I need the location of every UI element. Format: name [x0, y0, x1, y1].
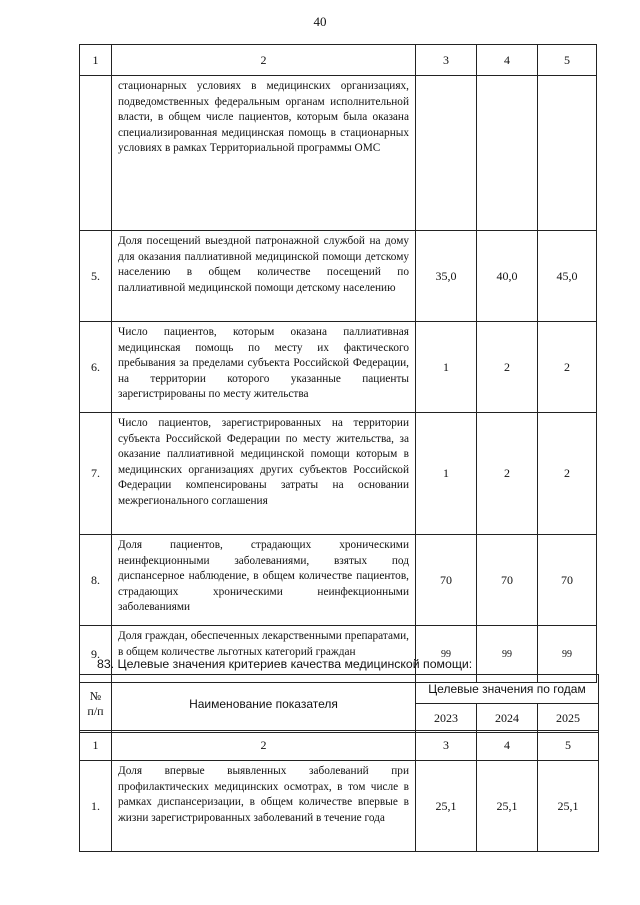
value-2025	[538, 76, 597, 231]
indicator-description: Доля граждан, обеспеченных лекарственными препаратами, в общем количестве льготных категорий граждан	[112, 626, 416, 683]
indicator-description: Доля посещений выездной патронажной службой на дому для оказания паллиативной медицинской помощи детскому населению в общем количестве посещений по паллиативной медицинской помощи детскому населению	[112, 231, 416, 322]
row-number: 5.	[80, 231, 112, 322]
value-2023: 1	[416, 322, 477, 413]
column-number-label: № п/п	[80, 675, 112, 733]
table-header-row	[80, 45, 597, 76]
row-number: 1.	[80, 761, 112, 852]
target-values-header: Целевые значения по годам	[416, 675, 599, 704]
value-2025: 25,1	[538, 761, 599, 852]
indicator-description: Число пациентов, зарегистрированных на территории субъекта Российской Федерации по месту жительства, за оказание паллиативной медицинской помощи которым в медицинских организациях других субъектов Российской Федерации компенсированы затраты на основании межрегионального соглашения	[112, 413, 416, 535]
column-number-header: 5	[538, 45, 597, 76]
value-2024: 25,1	[477, 761, 538, 852]
value-2023: 25,1	[416, 761, 477, 852]
value-2024: 99	[477, 626, 538, 683]
column-number-header: 1	[80, 731, 112, 761]
row-number: 9.	[80, 626, 112, 683]
indicator-description: Число пациентов, которым оказана паллиативная медицинская помощь по месту их фактического пребывания за пределами субъекта Российской Федерации, на территории которого указанные пациенты зарегистрированы по месту жительства	[112, 322, 416, 413]
table-row	[80, 535, 597, 626]
year-header: 2023	[416, 704, 477, 733]
column-number-header: 4	[477, 731, 538, 761]
value-2024: 40,0	[477, 231, 538, 322]
table-row	[80, 761, 599, 852]
value-2023	[416, 76, 477, 231]
table-header-row	[80, 731, 599, 761]
column-number-header: 3	[416, 731, 477, 761]
value-2024	[477, 76, 538, 231]
table-row	[80, 231, 597, 322]
year-header: 2025	[538, 704, 599, 733]
table-row	[80, 76, 597, 231]
column-number-header: 1	[80, 45, 112, 76]
value-2023: 35,0	[416, 231, 477, 322]
table-row	[80, 413, 597, 535]
page-number: 40	[313, 14, 327, 29]
indicator-description: Доля впервые выявленных заболеваний при профилактических медицинских осмотрах, в том числе в рамках диспансеризации, в общем количестве впервые в жизни зарегистрированных заболеваний в течение года	[112, 761, 416, 852]
indicator-description: Доля пациентов, страдающих хроническими неинфекционными заболеваниями, взятых под диспансерное наблюдение, в общем количестве пациентов, страдающих хроническими неинфекционными заболеваниями	[112, 535, 416, 626]
table-row	[80, 322, 597, 413]
column-number-header: 5	[538, 731, 599, 761]
value-2025: 2	[538, 322, 597, 413]
criteria-table-continued	[79, 44, 597, 683]
column-number-header: 4	[477, 45, 538, 76]
value-2024: 2	[477, 322, 538, 413]
indicator-description: стационарных условиях в медицинских организациях, подведомственных федеральным органам исполнительной власти, в общем числе пациентов, которым была оказана специализированная медицинская помощь в стационарных условиях в рамках Территориальной программы ОМС	[112, 76, 416, 231]
value-2025: 45,0	[538, 231, 597, 322]
column-number-header: 3	[416, 45, 477, 76]
column-number-header: 2	[112, 731, 416, 761]
value-2023: 1	[416, 413, 477, 535]
value-2024: 2	[477, 413, 538, 535]
value-2025: 99	[538, 626, 597, 683]
row-number: 8.	[80, 535, 112, 626]
value-2025: 70	[538, 535, 597, 626]
value-2025: 2	[538, 413, 597, 535]
row-number: 7.	[80, 413, 112, 535]
indicator-name-header: Наименование показателя	[112, 675, 416, 733]
table-header-row	[80, 675, 599, 704]
value-2023: 70	[416, 535, 477, 626]
section-caption: 83. Целевые значения критериев качества медицинской помощи:	[97, 657, 473, 671]
row-number	[80, 76, 112, 231]
year-header: 2024	[477, 704, 538, 733]
value-2024: 70	[477, 535, 538, 626]
value-2023: 99	[416, 626, 477, 683]
column-number-header: 2	[112, 45, 416, 76]
quality-targets-table-header	[79, 674, 599, 733]
quality-targets-table	[79, 730, 599, 852]
row-number: 6.	[80, 322, 112, 413]
